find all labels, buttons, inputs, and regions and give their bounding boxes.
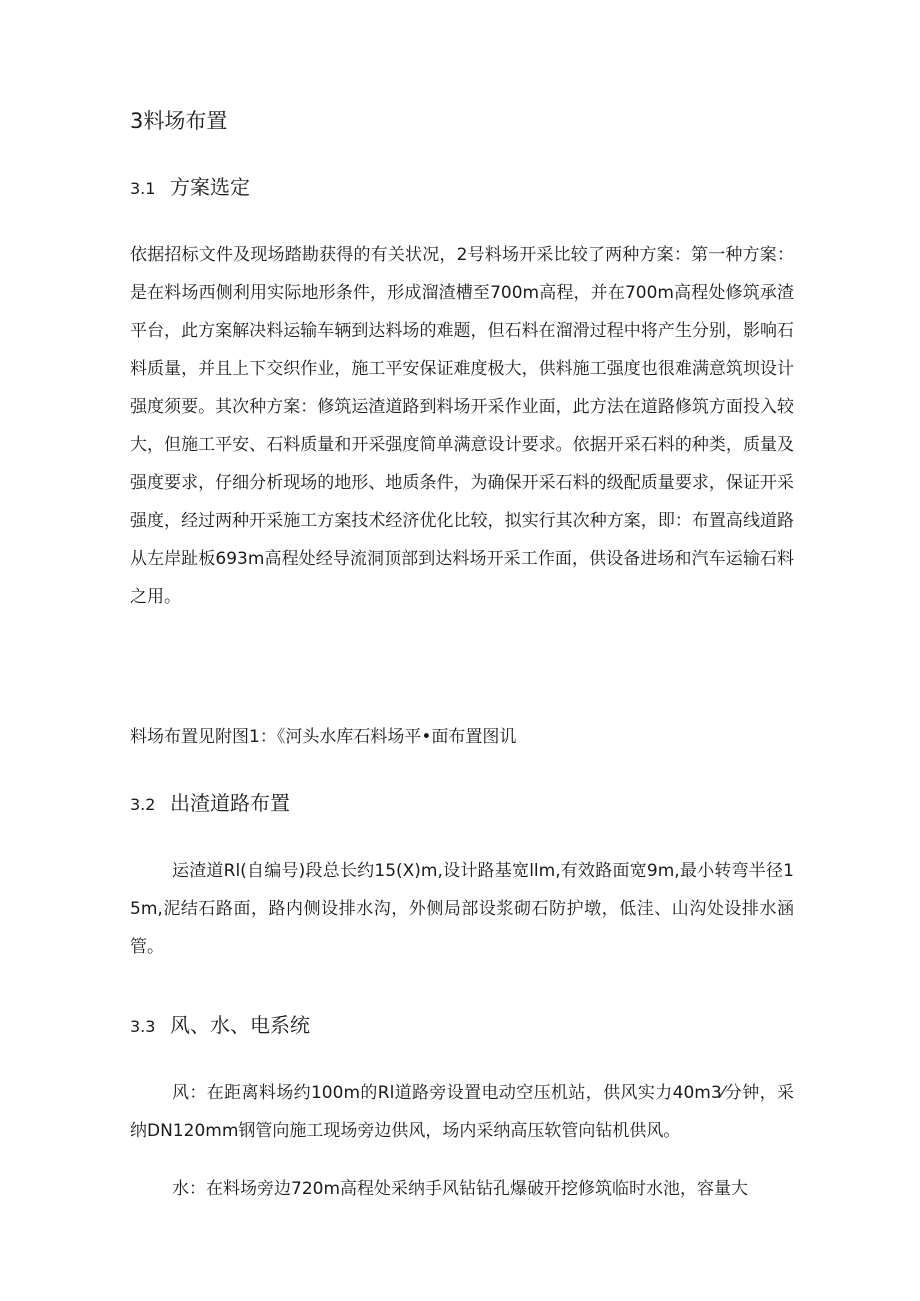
section-number: 3.3 <box>130 1017 156 1036</box>
paragraph-water-supply: 水：在料场旁边720m高程处采纳手风钻钻孔爆破开挖修筑临时水池，容量大 <box>172 1179 749 1199</box>
section-title: 方案选定 <box>170 175 250 199</box>
paragraph-wind-supply: 风：在距离料场约100m的Rl道路旁设置电动空压机站，供风实力40m3⁄分钟，采纳DN120mm钢管向施工现场旁边供风，场内采纳高压软管向钻机供风。 <box>130 1083 794 1141</box>
figure-reference: 料场布置见附图1：《河头水库石料场平•面布置图讥 <box>130 727 517 747</box>
paragraph-road-layout: 运渣道Rl(自编号)段总长约15(X)m,设计路基宽llm,有效路面宽9m,最小转弯半径15m,泥结石路面，路内侧设排水沟，外侧局部设浆砌石防护墩，低洼、山沟处设排水涵管。 <box>130 861 794 957</box>
section-heading-3-3 <box>130 1010 310 1042</box>
section-heading-3: 3料场布置 <box>130 109 228 133</box>
section-title: 风、水、电系统 <box>170 1013 310 1037</box>
section-heading-3-1 <box>130 172 250 204</box>
section-title: 出渣道路布置 <box>170 791 290 815</box>
paragraph-plan-selection: 依据招标文件及现场踏勘获得的有关状况，2号料场开采比较了两种方案：第一种方案：是在料场西侧利用实际地形条件，形成溜渣槽至700m高程，并在700m高程处修筑承渣平台，此方案解决料运输车辆到达料场的难题，但石料在溜滑过程中将产生分别，影响石料质量，并且上下交织作业，施工平安保证难度极大，供料施工强度也很难满意筑坝设计强度须要。其次种方案：修筑运渣道路到料场开采作业面，此方法在道路修筑方面投入较大，但施工平安、石料质量和开采强度简单满意设计要求。依据开采石料的种类，质量及强度要求，仔细分析现场的地形、地质条件，为确保开采石料的级配质量要求，保证开采强度，经过两种开采施工方案技术经济优化比较，拟实行其次种方案，即：布置高线道路从左岸趾板693m高程处经导流洞顶部到达料场开采工作面，供设备进场和汽车运输石料之用。 <box>130 245 794 607</box>
section-heading-3-2 <box>130 788 290 820</box>
section-number: 3.2 <box>130 795 156 814</box>
section-number: 3.1 <box>130 179 156 198</box>
